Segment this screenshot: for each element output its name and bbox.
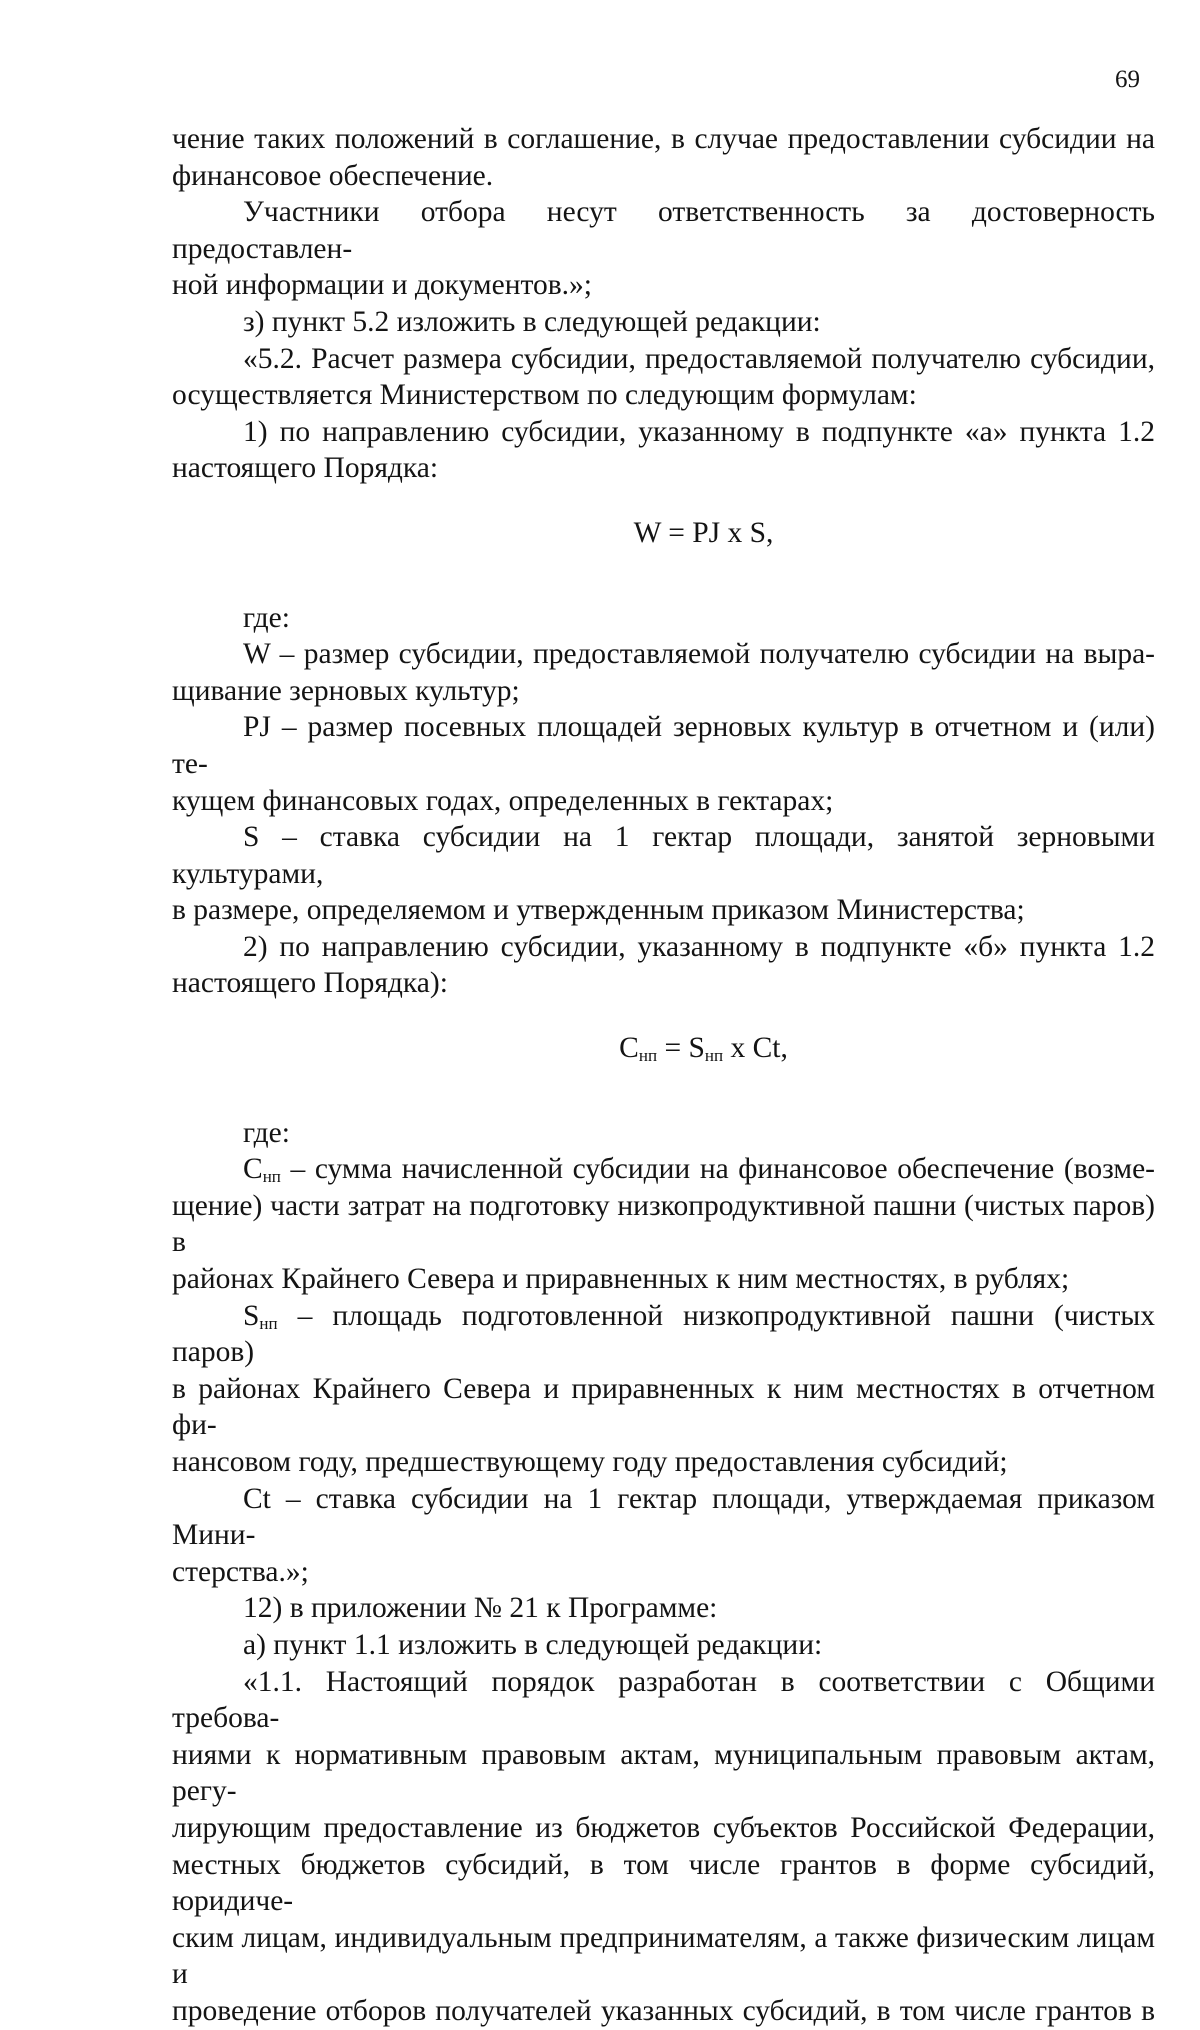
definition-subscript: нп (262, 1167, 281, 1187)
paragraph-line: осуществляется Министерством по следующим формулам: (172, 379, 917, 412)
paragraph-line: ной информации и документов.»; (172, 269, 592, 302)
paragraph-line: «5.2. Расчет размера субсидии, предоставляемой получателю субсидии, (243, 342, 1155, 375)
document-body (172, 121, 1155, 2030)
paragraph-line: настоящего Порядка): (172, 967, 448, 1000)
paragraph-line: 12) в приложении № 21 к Программе: (243, 1592, 718, 1625)
definition-line (172, 1298, 1155, 1371)
where-label: где: (243, 1116, 290, 1149)
definition-line: PJ – размер посевных площадей зерновых культур в отчетном и (или) те- (172, 711, 1155, 780)
definition-line: W – размер субсидии, предоставляемой получателю субсидии на выра- (243, 638, 1155, 671)
definition-line: щение) части затрат на подготовку низкопродуктивной пашни (чистых паров) в (172, 1189, 1155, 1259)
formula-tail: x Ct, (723, 1032, 788, 1065)
formula-subscript: нп (638, 1046, 658, 1066)
paragraph-line: 1) по направлению субсидии, указанному в подпункте «а» пункта 1.2 (243, 415, 1155, 448)
definition-line: щивание зерновых культур; (172, 674, 520, 707)
formula-w: W = PJ x S, (633, 516, 774, 549)
where-label: где: (243, 601, 290, 634)
definition-line (172, 1151, 1155, 1188)
paragraph-line: Участники отбора несут ответственность за достоверность предоставлен- (172, 196, 1155, 265)
formula-symbol: S (688, 1032, 705, 1065)
definition-line: S – ставка субсидии на 1 гектар площади, занятой зерновыми культурами, (172, 821, 1155, 890)
paragraph-line: проведение отборов получателей указанных субсидий, в том числе грантов в (172, 1994, 1155, 2027)
paragraph-line: а) пункт 1.1 изложить в следующей редакции: (243, 1628, 823, 1661)
paragraph-line: «1.1. Настоящий порядок разработан в соответствии с Общими требова- (172, 1665, 1155, 1735)
formula-operator: = (657, 1032, 689, 1065)
definition-line: кущем финансовых годах, определенных в гектарах; (172, 784, 834, 817)
paragraph-line: финансовое обеспечение. (172, 159, 494, 192)
definition-line: стерства.»; (172, 1555, 309, 1588)
definition-symbol: S (243, 1299, 260, 1332)
formula-subscript: нп (704, 1046, 724, 1066)
definition-line: в размере, определяемом и утвержденным приказом Министерства; (172, 894, 1025, 927)
formula-cnp (172, 1002, 1155, 1115)
definition-text: – площадь подготовленной низкопродуктивной пашни (чистых паров) (172, 1299, 1155, 1369)
definition-line: Ct – ставка субсидии на 1 гектар площади, утверждаемая приказом Мини- (172, 1482, 1155, 1552)
paragraph-line: настоящего Порядка: (172, 452, 439, 485)
paragraph-line: з) пункт 5.2 изложить в следующей редакции: (243, 305, 821, 338)
paragraph-line: лирующим предоставление из бюджетов субъектов Российской Федерации, (172, 1811, 1155, 1844)
definition-line: нансовом году, предшествующему году предоставления субсидий; (172, 1446, 1008, 1478)
paragraph-line: ским лицам, индивидуальным предпринимателям, а также физическим лицам и (172, 1921, 1155, 1991)
definition-line: районах Крайнего Севера и приравненных к ним местностях, в рублях; (172, 1263, 1070, 1296)
paragraph-line: ниями к нормативным правовым актам, муниципальным правовым актам, регу- (172, 1738, 1155, 1808)
definition-symbol: C (243, 1153, 263, 1186)
paragraph-line: чение таких положений в соглашение, в случае предоставлении субсидии на (172, 123, 1155, 155)
page-number: 69 (1115, 66, 1140, 93)
definition-line: в районах Крайнего Севера и приравненных к ним местностях в отчетном фи- (172, 1372, 1155, 1442)
paragraph-line: местных бюджетов субсидий, в том числе грантов в форме субсидий, юридиче- (172, 1848, 1155, 1918)
definition-subscript: нп (259, 1313, 278, 1333)
paragraph-line: 2) по направлению субсидии, указанному в подпункте «б» пункта 1.2 (243, 930, 1155, 963)
formula-symbol: C (619, 1032, 639, 1065)
definition-text: – сумма начисленной субсидии на финансовое обеспечение (возме- (280, 1153, 1155, 1186)
